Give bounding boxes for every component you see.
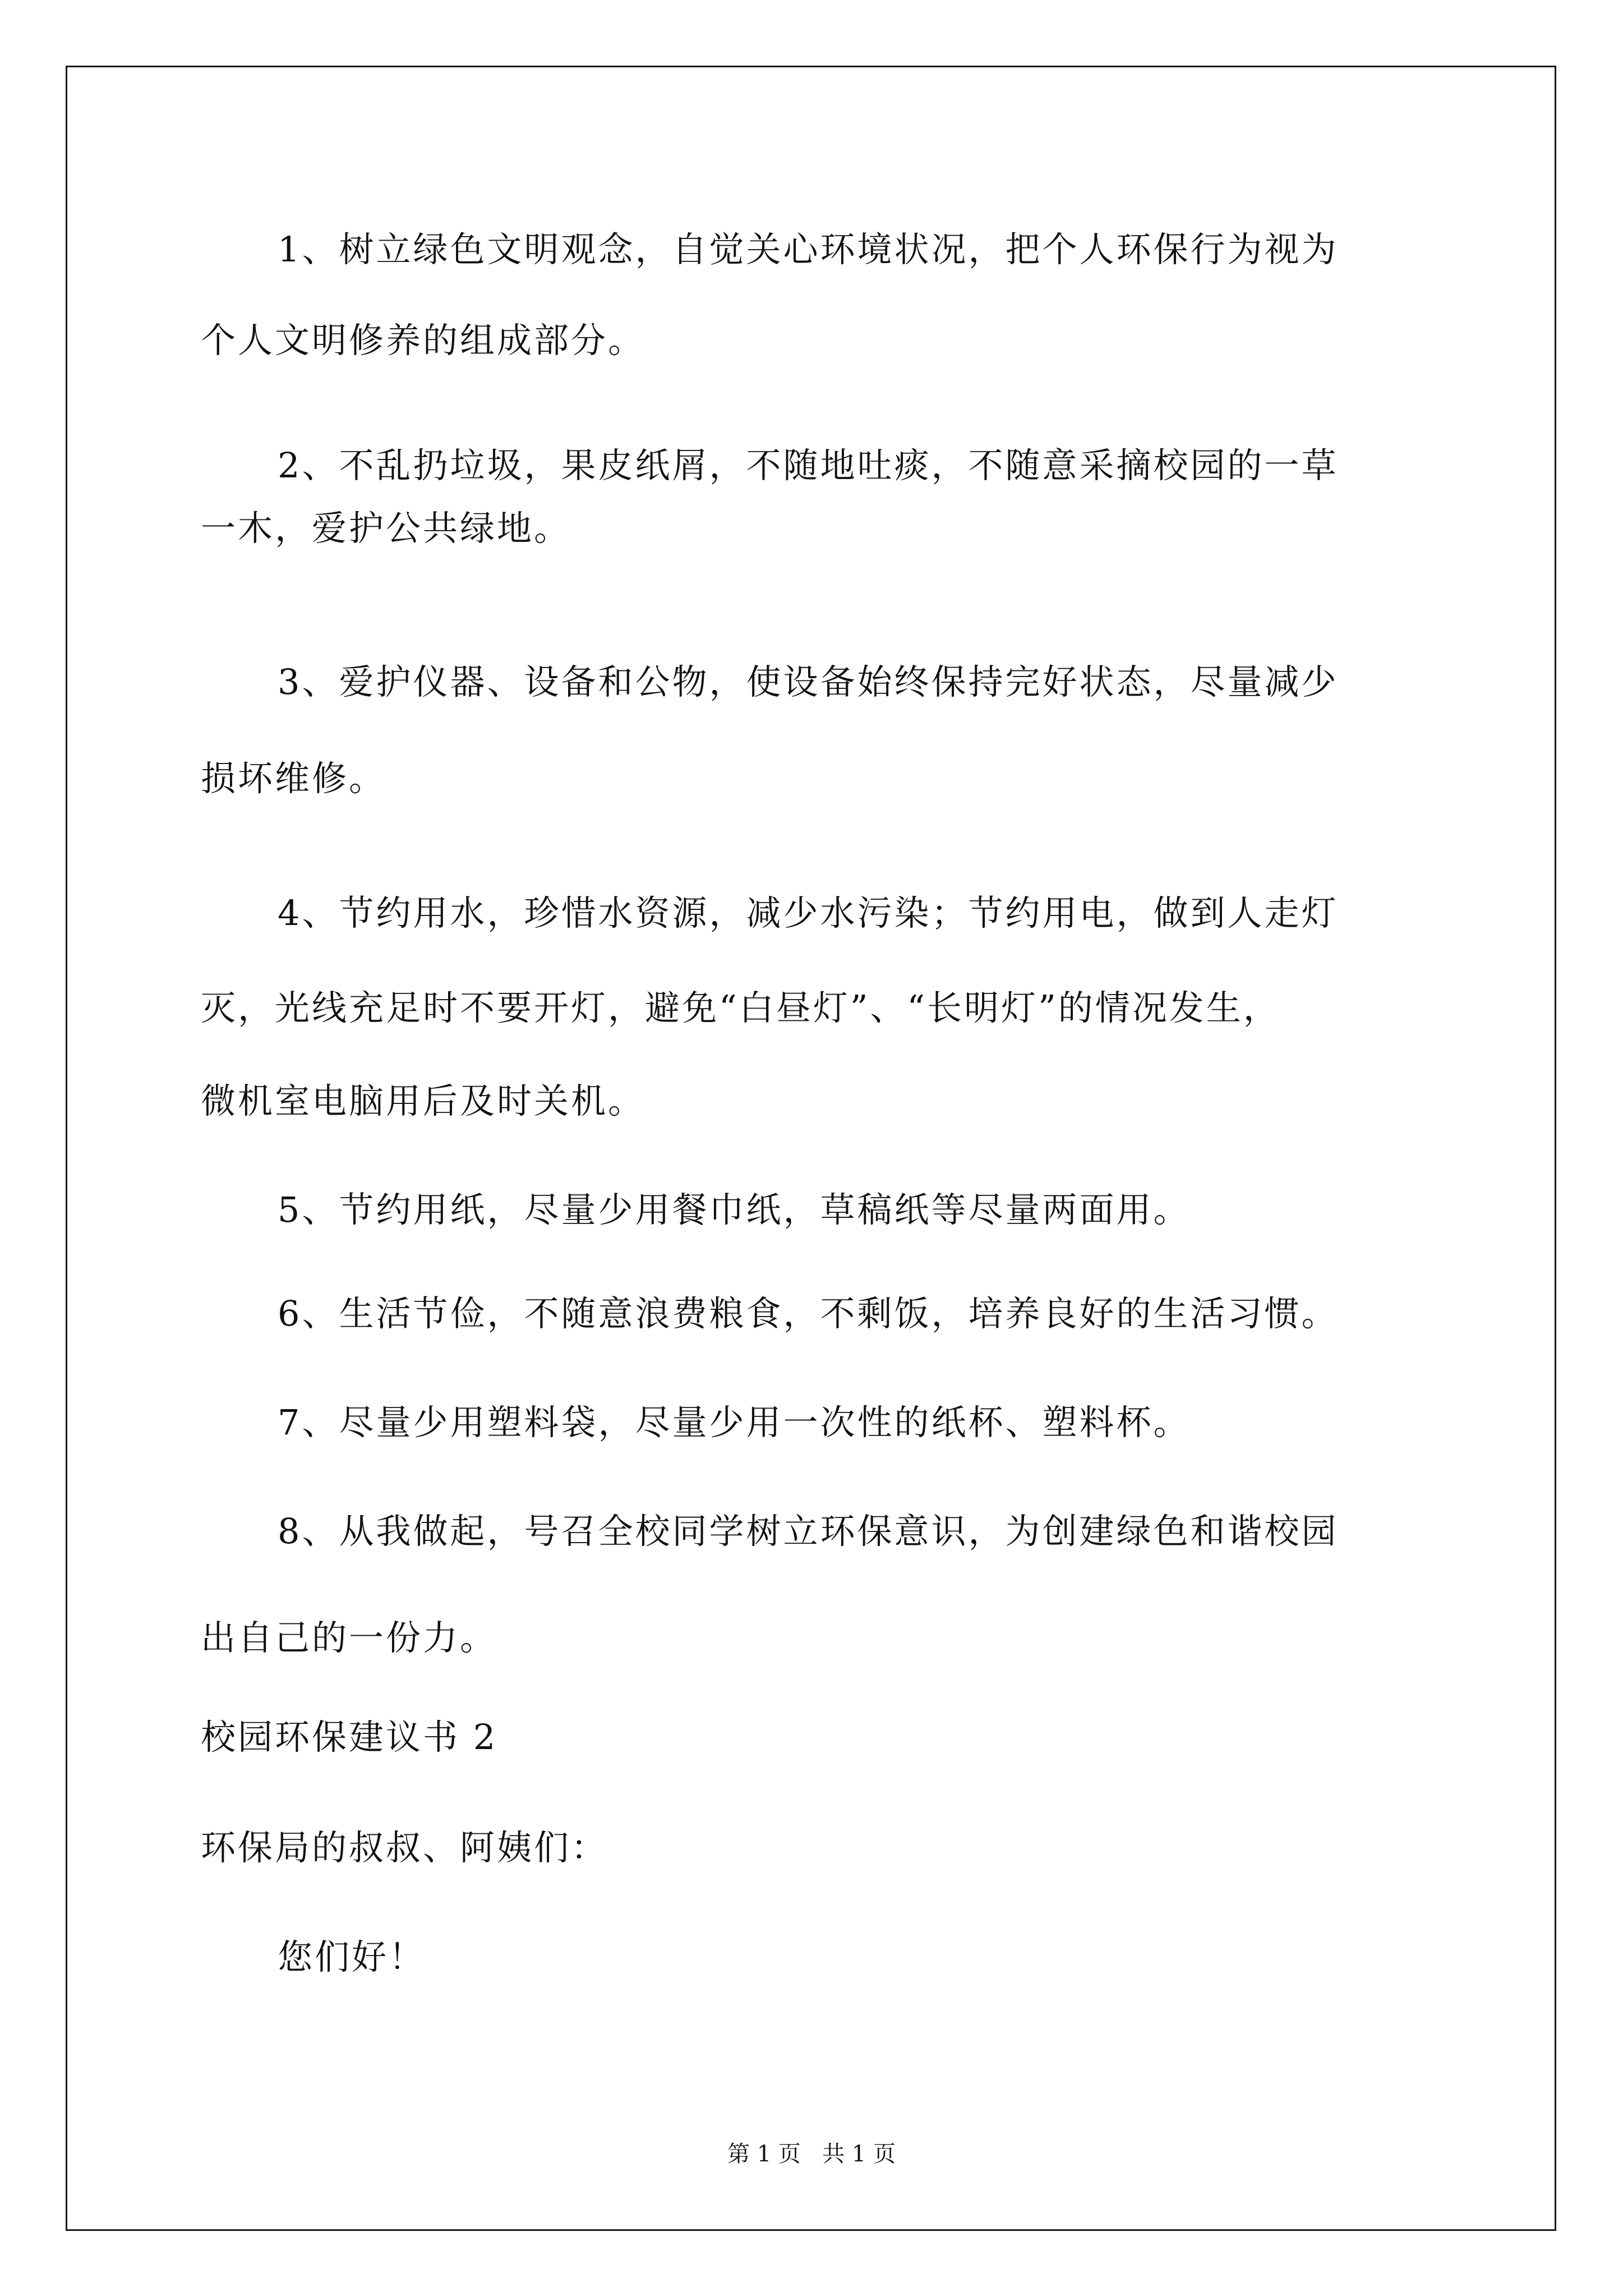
paragraph-1-line-2: 个人文明修养的组成部分。 — [201, 320, 645, 361]
greeting: 您们好！ — [278, 1936, 426, 1977]
section-heading: 校园环保建议书 2 — [201, 1717, 498, 1757]
paragraph-1-line-1: 1、树立绿色文明观念，自觉关心环境状况，把个人环保行为视为 — [278, 229, 1339, 270]
page-footer: 第 1 页 共 1 页 — [727, 2141, 896, 2167]
paragraph-3-line-1: 3、爱护仪器、设备和公物，使设备始终保持完好状态，尽量减少 — [278, 661, 1339, 702]
paragraph-7-line-1: 7、尽量少用塑料袋，尽量少用一次性的纸杯、塑料杯。 — [278, 1402, 1191, 1443]
paragraph-2-line-1: 2、不乱扔垃圾，果皮纸屑，不随地吐痰，不随意采摘校园的一草 — [278, 445, 1339, 486]
salutation: 环保局的叔叔、阿姨们： — [201, 1827, 608, 1868]
page-border — [66, 66, 1556, 2231]
paragraph-4-line-2: 灭，光线充足时不要开灯，避免“白昼灯”、“长明灯”的情况发生， — [201, 987, 1280, 1028]
paragraph-4-line-3: 微机室电脑用后及时关机。 — [201, 1080, 645, 1121]
paragraph-5-line-1: 5、节约用纸，尽量少用餐巾纸，草稿纸等尽量两面用。 — [278, 1189, 1191, 1230]
paragraph-8-line-1: 8、从我做起，号召全校同学树立环保意识，为创建绿色和谐校园 — [278, 1511, 1339, 1552]
paragraph-2-line-2: 一木，爱护公共绿地。 — [201, 508, 571, 549]
paragraph-8-line-2: 出自己的一份力。 — [201, 1617, 497, 1658]
paragraph-3-line-2: 损坏维修。 — [201, 758, 386, 799]
paragraph-4-line-1: 4、节约用水，珍惜水资源，减少水污染；节约用电，做到人走灯 — [278, 892, 1339, 933]
paragraph-6-line-1: 6、生活节俭，不随意浪费粮食，不剩饭，培养良好的生活习惯。 — [278, 1293, 1339, 1334]
